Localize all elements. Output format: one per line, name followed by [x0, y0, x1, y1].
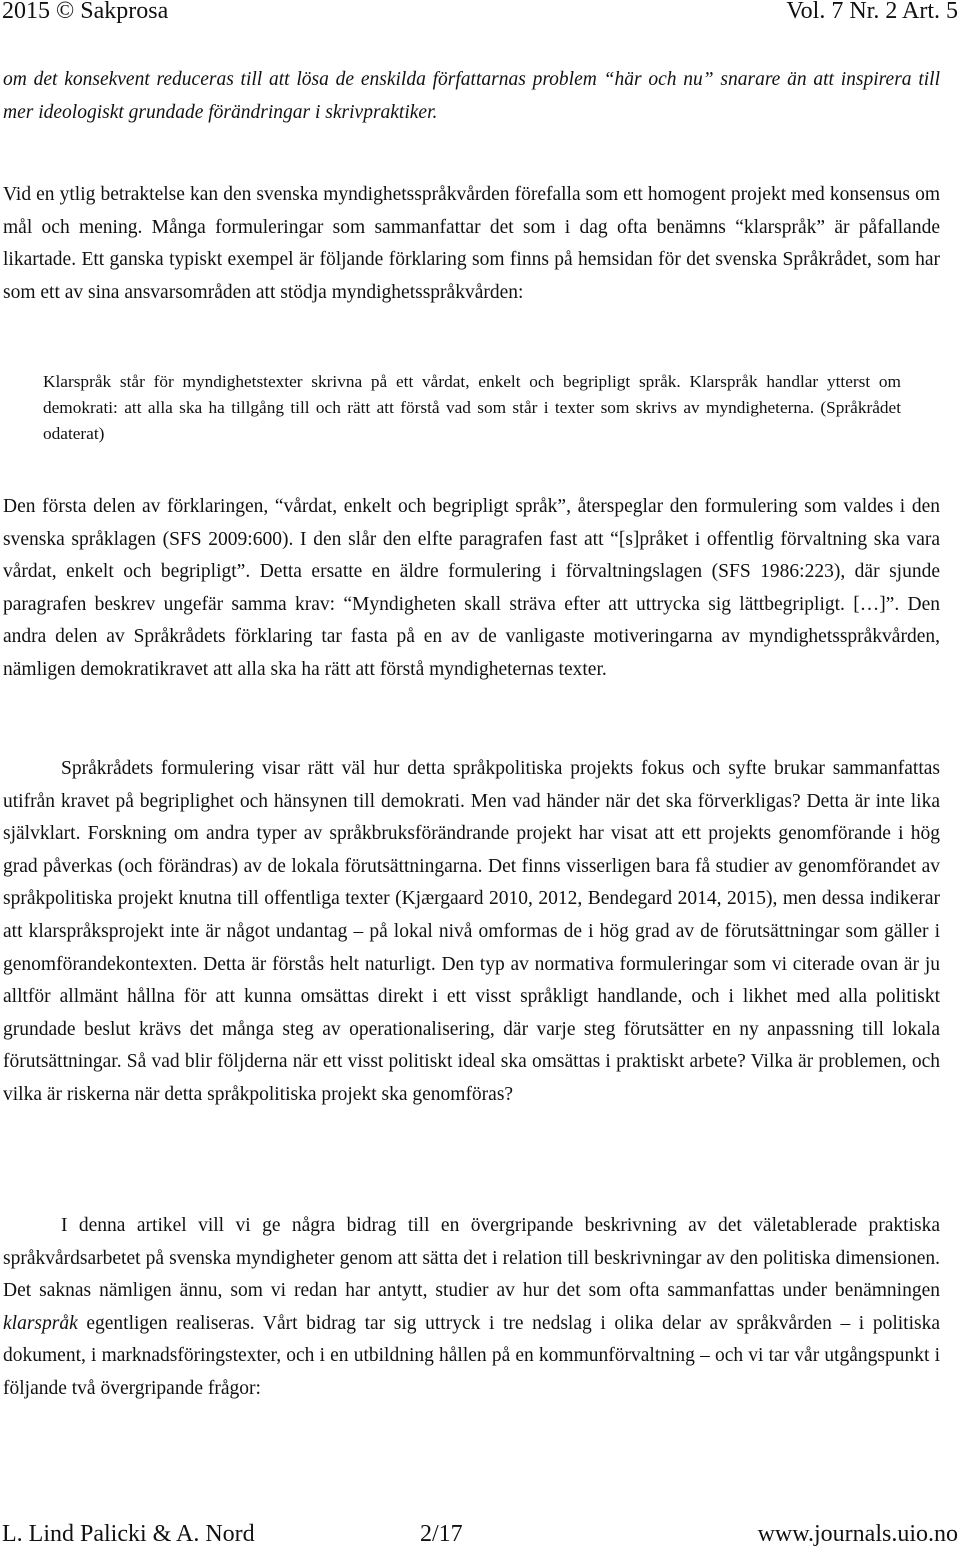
page-footer — [0, 1521, 960, 1551]
authors: L. Lind Palicki & A. Nord — [2, 1521, 255, 1547]
text-run: I denna artikel vill vi ge några bidrag till en övergripande beskrivning av det väletablerade praktiska språkvårdsarbetet på svenska myndigheter genom att sätta det i relation till beskrivningar av den politiska dimensionen. Det saknas nämligen ännu, som vi redan har antytt, studier av hur det som ofta sammanfattas under benämningen — [3, 1215, 940, 1302]
paragraph-continuation — [3, 64, 940, 129]
emphasis-term: klarspråk — [3, 1312, 78, 1334]
paragraph-text: Den första delen av förklaringen, “vårdat, enkelt och begripligt språk”, återspeglar den formulering som valdes i den svenska språklagen (SFS 2009:600). I den slår den elfte paragrafen fast att “[s]pråket i offentlig förvaltning ska vara vårdat, enkelt och begripligt”. Detta ersatte en äldre formulering i förvaltningslagen (SFS 1986:223), där sjunde paragrafen beskrev ungefär samma krav: “Myndigheten skall sträva efter att uttrycka sig lättbegripligt. […]”. Den andra delen av Språkrådets förklaring tar fasta på en av de vanligaste motiveringarna av myndighetsspråkvården, nämligen demokratikravet att alla ska ha rätt att förstå myndigheternas texter. — [3, 496, 940, 680]
paragraph-1 — [3, 179, 940, 309]
block-quote — [43, 369, 901, 447]
text-run: egentligen realiseras. Vårt bidrag tar sig uttryck i tre nedslag i olika delar av språkvården – i politiska dokument, i marknadsföringstexter, och i en utbildning hållen på en kommunförvaltning – och vi tar vår utgångspunkt i följande två övergripande frågor: — [3, 1312, 940, 1399]
paragraph-text — [3, 1210, 940, 1406]
paragraph-text: Språkrådets formulering visar rätt väl hur detta språkpolitiska projekts fokus och syfte brukar sammanfattas utifrån kravet på begriplighet och hänsynen till demokrati. Men vad händer när det ska förverkligas? Detta är inte lika självklart. Forskning om andra typer av språkbruksförändrande projekt har visat att ett projekts genomförande i hög grad påverkas (och förändras) av de lokala förutsättningarna. Det finns visserligen bara få studier av genomförandet av språkpolitiska projekt knutna till offentliga texter (Kjærgaard 2010, 2012, Bendegard 2014, 2015), men dessa indikerar att klarspråksprojekt inte är något undantag – på lokal nivå omformas de i hög grad av de förutsättningar som gäller i genomförandekontexten. Detta är förstås helt naturligt. Den typ av normativa formuleringar som vi citerade ovan är ju alltför allmänt hållna för att kunna omsättas direkt i ett visst språkligt handlande, och i likhet med alla politiskt grundade beslut krävs det många steg av operationalisering, där varje steg förutsätter en ny anpassning till lokala förutsättningar. Så vad blir följderna när ett visst politiskt ideal ska omsättas i praktiskt arbete? Vilka är problemen, och vilka är riskerna när detta språkpolitiska projekt ska genomföras? — [3, 758, 940, 1105]
paragraph-4 — [3, 1210, 940, 1406]
paragraph-3 — [3, 753, 940, 1112]
quote-text: Klarspråk står för myndighetstexter skrivna på ett vårdat, enkelt och begripligt språk. Klarspråk handlar ytterst om demokrati: att alla ska ha tillgång till och rätt att förstå vad som står i texter som skrivs av myndigheterna. (Språkrådet odaterat) — [43, 372, 901, 443]
paragraph-2 — [3, 491, 940, 687]
paragraph-text: Vid en ytlig betraktelse kan den svenska myndighetsspråkvården förefalla som ett homogent projekt med konsensus om mål och mening. Många formuleringar som sammanfattar det som i dag ofta benämns “klarspråk” är påfallande likartade. Ett ganska typiskt exempel är följande förklaring som finns på hemsidan för det svenska Språkrådet, som har som ett av sina ansvarsområden att stödja myndighetsspråkvården: — [3, 184, 940, 303]
paragraph-text: om det konsekvent reduceras till att lösa de enskilda författarnas problem “här och nu” snarare än att inspirera till mer ideologiskt grundade förändringar i skrivpraktiker. — [3, 69, 940, 123]
page-header — [0, 0, 960, 28]
journal-copyright: 2015 © Sakprosa — [2, 0, 169, 24]
journal-url[interactable]: www.journals.uio.no — [757, 1521, 958, 1547]
volume-info: Vol. 7 Nr. 2 Art. 5 — [786, 0, 958, 24]
page-number: 2/17 — [420, 1521, 463, 1547]
